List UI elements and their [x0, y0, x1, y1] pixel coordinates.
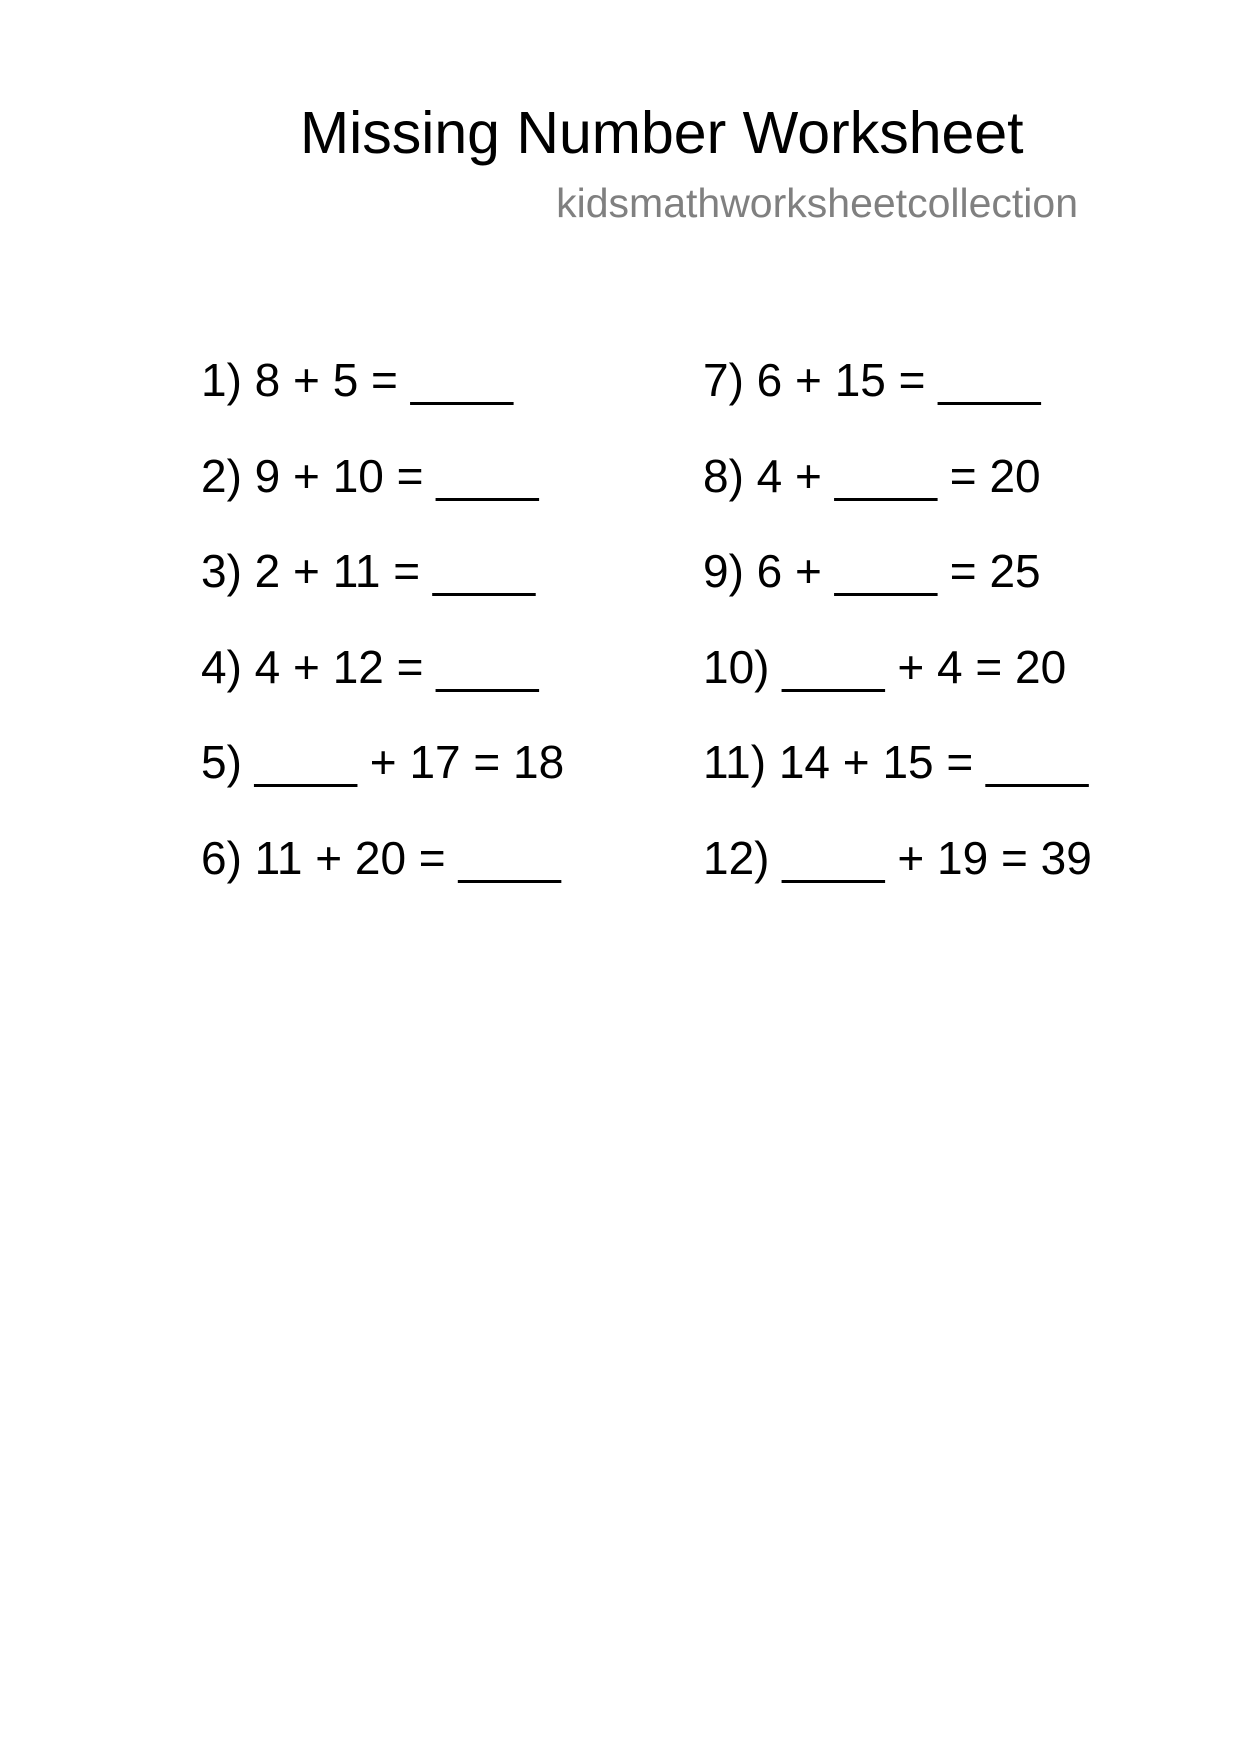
problem-column-left: [201, 352, 564, 925]
problem-8: 8) 4 + ____ = 20: [703, 449, 1041, 502]
problem-4: 4) 4 + 12 = ____: [201, 640, 539, 693]
problem-6: 6) 11 + 20 = ____: [201, 831, 561, 884]
problem-7: 7) 6 + 15 = ____: [703, 354, 1041, 406]
problem-11: 11) 14 + 15 = ____: [703, 736, 1089, 788]
worksheet-source: kidsmathworksheetcollection: [556, 180, 1078, 226]
problem-9: 9) 6 + ____ = 25: [703, 545, 1041, 597]
problem-2: 2) 9 + 10 = ____: [201, 449, 539, 502]
problem-1: 1) 8 + 5 = ____: [201, 354, 514, 406]
worksheet-title: Missing Number Worksheet: [300, 100, 1024, 166]
problem-5: 5) ____ + 17 = 18: [201, 736, 565, 788]
problem-column-right: [703, 352, 1092, 925]
problem-3: 3) 2 + 11 = ____: [201, 545, 536, 597]
problem-10: 10) ____ + 4 = 20: [703, 640, 1067, 693]
problem-12: 12) ____ + 19 = 39: [703, 831, 1092, 884]
